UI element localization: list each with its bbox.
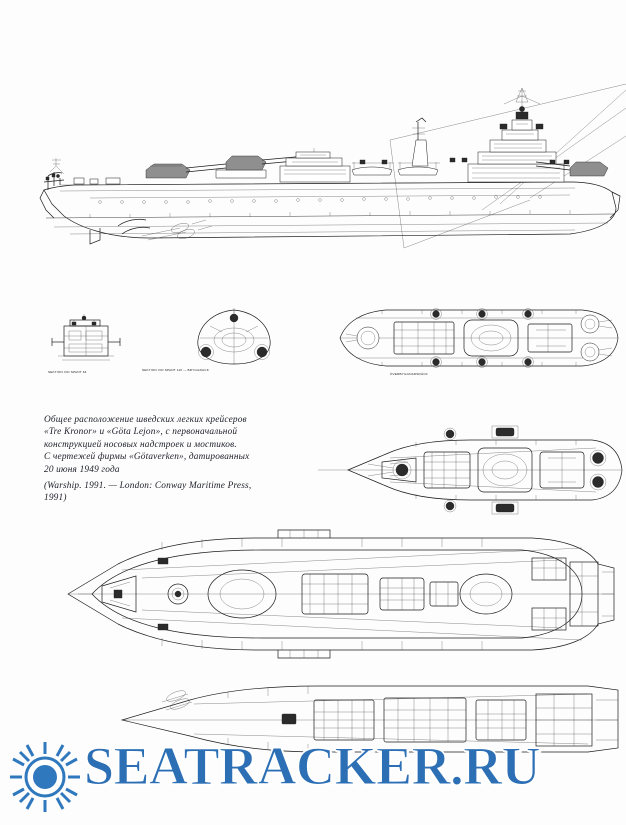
caption-source-line-2: 1991) bbox=[44, 493, 67, 504]
caption-line-4: С чертежей фирмы «Götaverken», датированных bbox=[44, 452, 250, 463]
plate-section-small-mid bbox=[142, 306, 290, 374]
caption-line-2: «Tre Kronor» и «Göta Lejon», с первоначальной bbox=[44, 427, 238, 438]
figure-caption bbox=[44, 414, 354, 505]
annotation-section-mid: SEKTION VID SPANT 110 — BRYGGDACK bbox=[142, 368, 209, 372]
caption-line-1: Общее расположение шведских легких крейсеров bbox=[44, 415, 247, 425]
plate-plan-upper-deck bbox=[332, 300, 626, 378]
caption-line-3: конструкцией носовых надстроек и мостиков. bbox=[44, 439, 237, 450]
caption-line-5: 20 июня 1949 года bbox=[44, 464, 120, 475]
watermark-text: SEATRACKER.RU bbox=[84, 736, 541, 796]
annotation-plan-upper: ÖVERBYGGNADSDÄCK bbox=[390, 372, 428, 376]
plate-section-small-left bbox=[44, 312, 136, 374]
caption-source-line-1: (Warship. 1991. — London: Conway Maritime Press, bbox=[44, 481, 252, 492]
sun-burst-icon bbox=[8, 740, 82, 814]
plate-profile-starboard bbox=[30, 78, 626, 283]
annotation-section-left: SEKTION VID SPANT 64 bbox=[48, 370, 87, 374]
plate-plan-main-deck bbox=[62, 528, 626, 660]
plate-plan-forecastle bbox=[346, 414, 626, 526]
